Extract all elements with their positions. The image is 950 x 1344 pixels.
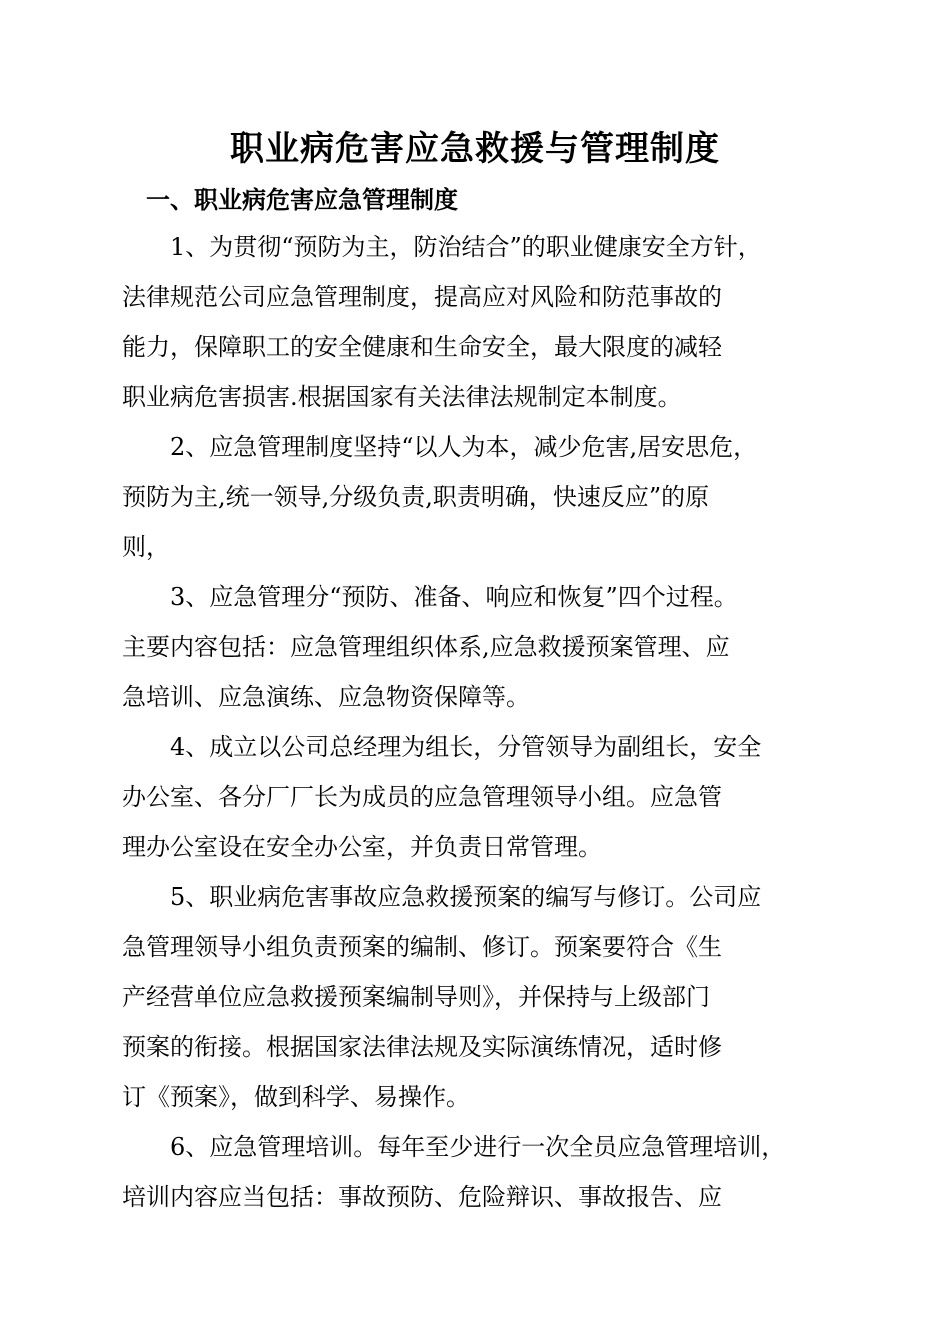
paragraph-line: 办公室、各分厂厂长为成员的应急管理领导小组。应急管 — [122, 783, 722, 811]
paragraph-line: 产经营单位应急救援预案编制导则》，并保持与上级部门 — [122, 983, 710, 1011]
paragraph-line: 3、应急管理分“预防、准备、响应和恢复”四个过程。 — [170, 583, 738, 611]
paragraph-line: 急培训、应急演练、应急物资保障等。 — [122, 683, 530, 711]
paragraph-line: 则， — [122, 533, 170, 561]
paragraph-line: 理办公室设在安全办公室，并负责日常管理。 — [122, 833, 602, 861]
paragraph-5 — [122, 872, 814, 1122]
paragraph-6 — [122, 1122, 814, 1222]
paragraph-4 — [122, 722, 814, 872]
paragraph-3 — [122, 572, 814, 722]
paragraph-2 — [122, 422, 814, 572]
paragraph-line: 培训内容应当包括：事故预防、危险辩识、事故报告、应 — [122, 1183, 722, 1211]
paragraph-line: 预防为主,统一领导,分级负责,职责明确，快速反应”的原 — [122, 483, 710, 511]
paragraph-line: 2、应急管理制度坚持“以人为本，减少危害,居安思危， — [170, 433, 758, 461]
paragraph-line: 法律规范公司应急管理制度，提高应对风险和防范事故的 — [122, 283, 722, 311]
paragraph-line: 主要内容包括：应急管理组织体系,应急救援预案管理、应 — [122, 633, 730, 661]
paragraph-line: 职业病危害损害.根据国家有关法律法规制定本制度。 — [122, 383, 682, 411]
document-body — [122, 222, 814, 1222]
paragraph-line: 1、为贯彻“预防为主，防治结合”的职业健康安全方针， — [170, 233, 762, 261]
paragraph-line: 能力，保障职工的安全健康和生命安全，最大限度的减轻 — [122, 333, 722, 361]
paragraph-line: 6、应急管理培训。每年至少进行一次全员应急管理培训， — [170, 1133, 786, 1161]
document-title: 职业病危害应急救援与管理制度 — [230, 129, 720, 169]
paragraph-line: 4、成立以公司总经理为组长，分管领导为副组长，安全 — [170, 733, 762, 761]
paragraph-line: 订《预案》，做到科学、易操作。 — [122, 1083, 470, 1111]
paragraph-1 — [122, 222, 814, 422]
paragraph-line: 急管理领导小组负责预案的编制、修订。预案要符合《生 — [122, 933, 722, 961]
paragraph-line: 5、职业病危害事故应急救援预案的编写与修订。公司应 — [170, 883, 762, 911]
section-heading: 一、职业病危害应急管理制度 — [146, 186, 458, 214]
paragraph-line: 预案的衔接。根据国家法律法规及实际演练情况，适时修 — [122, 1033, 722, 1061]
